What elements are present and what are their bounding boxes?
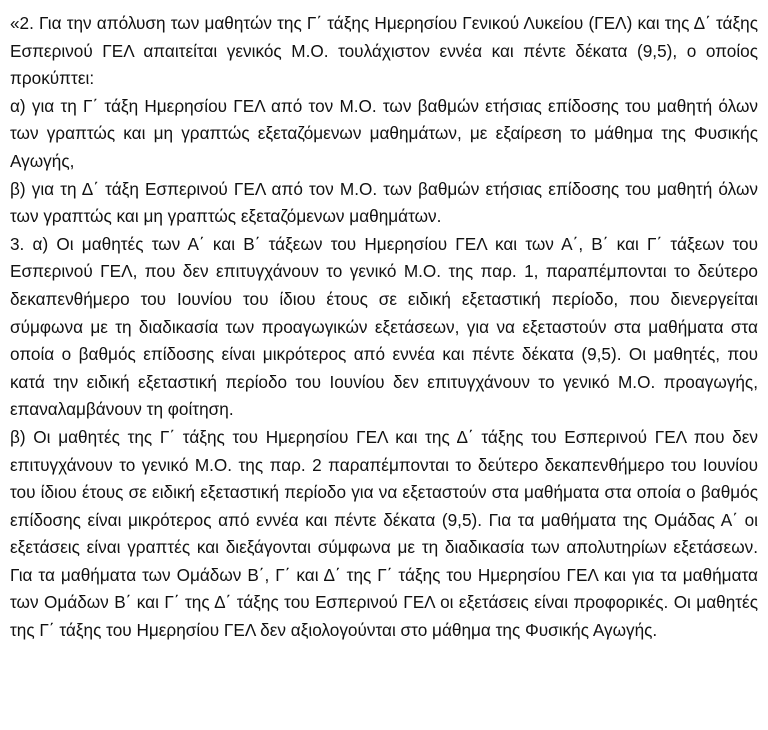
document-body [10, 10, 758, 645]
paragraph-2-item-a: α) για τη Γ΄ τάξη Ημερησίου ΓΕΛ από τον Μ.Ο. των βαθμών ετήσιας επίδοσης του μαθητή όλων των γραπτώς και μη γραπτώς εξεταζόμενων μαθημάτων, με εξαίρεση το μάθημα της Φυσικής Αγωγής, [10, 95, 758, 171]
paragraph-2-item-b: β) για τη Δ΄ τάξη Εσπερινού ΓΕΛ από τον Μ.Ο. των βαθμών ετήσιας επίδοσης του μαθητή όλων των γραπτώς και μη γραπτώς εξεταζόμενων μαθημάτων. [10, 178, 758, 227]
paragraph-2-intro: «2. Για την απόλυση των μαθητών της Γ΄ τάξης Ημερησίου Γενικού Λυκείου (ΓΕΛ) και της Δ΄ τάξης Εσπερινού ΓΕΛ απαιτείται γενικός Μ.Ο. τουλάχιστον εννέα και πέντε δέκατα (9,5), ο οποίος προκύπτει: [10, 13, 758, 89]
paragraph-3-item-b: β) Οι μαθητές της Γ΄ τάξης του Ημερησίου ΓΕΛ και της Δ΄ τάξης του Εσπερινού ΓΕΛ που δεν επιτυγχάνουν το γενικό Μ.Ο. της παρ. 2 παραπέμπονται το δεύτερο δεκαπενθήμερο του Ιουνίου του ίδιου έτους σε ειδική εξεταστική περίοδο για να εξεταστούν στα μαθήματα στα οποία ο βαθμός επίδοσης είναι μικρότερος από εννέα και πέντε δέκατα (9,5). Για τα μαθήματα της Ομάδας Α΄ οι εξετάσεις είναι γραπτές και διεξάγονται σύμφωνα με τη διαδικασία των απολυτηρίων εξετάσεων. Για τα μαθήματα των Ομάδων Β΄, Γ΄ και Δ΄ της Γ΄ τάξης του Ημερησίου ΓΕΛ και για τα μαθήματα των Ομάδων Β΄ και Γ΄ της Δ΄ τάξης του Εσπερινού ΓΕΛ οι εξετάσεις είναι προφορικές. Οι μαθητές της Γ΄ τάξης του Ημερησίου ΓΕΛ δεν αξιολογούνται στο μάθημα της Φυσικής Αγωγής. [10, 426, 758, 641]
paragraph-3-item-a: 3. α) Οι μαθητές των Α΄ και Β΄ τάξεων του Ημερησίου ΓΕΛ και των Α΄, Β΄ και Γ΄ τάξεων του Εσπερινού ΓΕΛ, που δεν επιτυγχάνουν το γενικό Μ.Ο. της παρ. 1, παραπέμπονται το δεύτερο δεκαπενθήμερο του Ιουνίου του ίδιου έτους σε ειδική εξεταστική περίοδο, που διενεργείται σύμφωνα με τη διαδικασία των προαγωγικών εξετάσεων, για να εξεταστούν στα μαθήματα στα οποία ο βαθμός επίδοσης είναι μικρότερος από εννέα και πέντε δέκατα (9,5). Οι μαθητές, που κατά την ειδική εξεταστική περίοδο του Ιουνίου δεν επιτυγχάνουν το γενικό Μ.Ο. προαγωγής, επαναλαμβάνουν τη φοίτηση. [10, 233, 758, 420]
